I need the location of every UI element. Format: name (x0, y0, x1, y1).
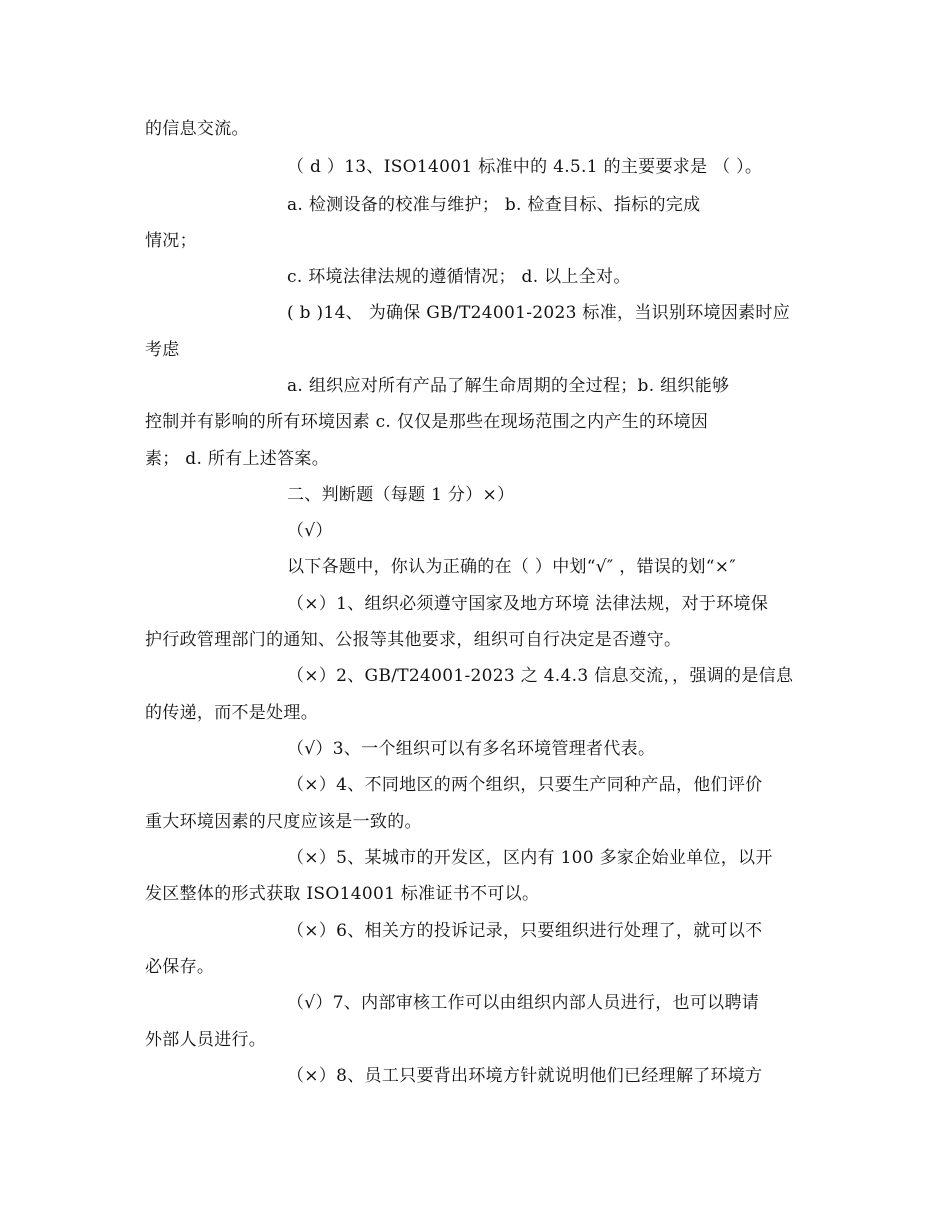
text-line: 情况； (145, 231, 197, 251)
text-line: 护行政管理部门的通知、公报等其他要求，组织可自行决定是否遵守。 (145, 630, 682, 650)
judgement-6: （×）6、相关方的投诉记录，只要组织进行处理了，就可以不 (287, 921, 763, 941)
question-14-options: a. 组织应对所有产品了解生命周期的全过程；b. 组织能够 (287, 376, 730, 396)
judgement-5: （×）5、某城市的开发区，区内有 100 多家企始业单位，以开 (287, 848, 773, 868)
question-14: ( b )14、 为确保 GB/T24001-2023 标准，当识别环境因素时应 (287, 303, 791, 323)
text-line: （√） (287, 521, 333, 541)
judgement-4: （×）4、不同地区的两个组织，只要生产同种产品，他们评价 (287, 775, 763, 795)
text-line: 控制并有影响的所有环境因素 c. 仅仅是那些在现场范围之内产生的环境因 (145, 412, 709, 432)
text-line: 外部人员进行。 (145, 1030, 267, 1050)
judgement-8: （×）8、员工只要背出环境方针就说明他们已经理解了环境方 (287, 1066, 763, 1086)
judgement-7: （√）7、内部审核工作可以由组织内部人员进行，也可以聘请 (287, 993, 760, 1013)
question-13-options-cd: c. 环境法律法规的遵循情况； d. 以上全对。 (287, 267, 631, 287)
text-line: 的传递，而不是处理。 (145, 703, 318, 723)
question-13-options-ab: a. 检测设备的校准与维护； b. 检查目标、指标的完成 (287, 195, 701, 215)
judgement-1: （×）1、组织必须遵守国家及地方环境 法律法规，对于环境保 (287, 594, 769, 614)
text-line: 素； d. 所有上述答案。 (145, 449, 329, 469)
text-line: 必保存。 (145, 957, 215, 977)
text-line: 发区整体的形式获取 ISO14001 标准证书不可以。 (145, 884, 540, 904)
text-line: 考虑 (145, 340, 180, 360)
judgement-2: （×）2、GB/T24001-2023 之 4.4.3 信息交流，，强调的是信息 (287, 666, 794, 686)
text-line: 重大环境因素的尺度应该是一致的。 (145, 812, 422, 832)
text-line: 的信息交流。 (145, 119, 249, 139)
question-13: （ d ）13、ISO14001 标准中的 4.5.1 的主要要求是 （ ）。 (287, 157, 763, 177)
section-heading: 二、判断题（每题 1 分）×） (287, 485, 515, 505)
instructions: 以下各题中，你认为正确的在（ ）中划“√″ ，错误的划“×″ (287, 557, 736, 577)
judgement-3: （√）3、一个组织可以有多名环境管理者代表。 (287, 739, 656, 759)
